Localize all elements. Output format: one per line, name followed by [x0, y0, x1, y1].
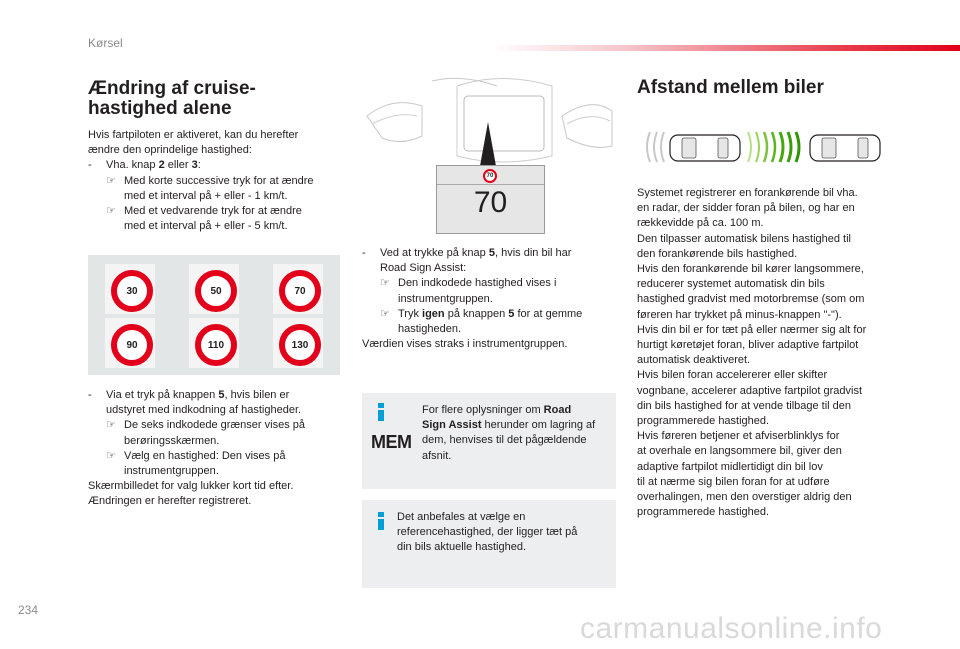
shown-line2: instrumentgruppen. [398, 292, 493, 305]
speed-sign-90: 90 [111, 324, 153, 366]
right-line: reducerer systemet automatisk din bils [637, 278, 825, 291]
intro-line2: ændre den oprindelige hastighed: [88, 144, 252, 157]
right-line: hastighed gradvist med motorbremse (som om [637, 293, 865, 306]
pointing-hand-icon: ☞ [106, 174, 116, 187]
choose-line2: instrumentgruppen. [124, 465, 219, 478]
left-title-line2: hastighed alene [88, 98, 232, 119]
value-line: Værdien vises straks i instrumentgruppen. [362, 338, 568, 351]
right-line: hurtigt køretøjet foran, bliver adaptive fartpilot [637, 339, 859, 352]
right-line: at overhale en langsommere bil, giver den [637, 445, 842, 458]
right-line: overhalingen, men den overstiger aldrig den [637, 491, 852, 504]
page-number: 234 [18, 603, 39, 617]
mem-info-text: For flere oplysninger om Road Sign Assist herunder om lagring af dem, henvises til det pågældende afsnit. [422, 404, 596, 462]
middle-press-block [362, 246, 617, 352]
via-line2: udstyret med indkodning af hastigheder. [106, 404, 302, 417]
right-line: rækkevidde på ca. 100 m. [637, 217, 764, 230]
choose-item: ☞ Vælg en hastighed: Den vises på [88, 449, 348, 464]
header-accent-bar [490, 45, 960, 51]
right-line: Hvis bilen foran accelererer eller skifter [637, 369, 828, 382]
footer-watermark: carmanualsonline.info [580, 612, 883, 645]
pointing-hand-icon: ☞ [106, 449, 116, 462]
right-body [637, 186, 907, 520]
mem-label: MEM [371, 432, 412, 452]
speed-signs-panel [88, 255, 340, 375]
speed-sign-130: 130 [279, 324, 321, 366]
mem-info-box [362, 393, 616, 489]
left-title [88, 79, 338, 119]
shown-item: ☞ Den indkodede hastighed vises i [362, 276, 617, 291]
again-line2: hastigheden. [398, 323, 461, 336]
right-line: programmerede hastighed. [637, 506, 770, 519]
right-line: automatisk deaktiveret. [637, 354, 751, 367]
press-line: - Ved at trykke på knap 5, hvis din bil har [362, 247, 572, 259]
again-item: ☞ Tryk igen på knappen 5 for at gemme [362, 307, 617, 322]
tip-info-box [362, 500, 616, 588]
speed-sign-70: 70 [279, 270, 321, 312]
right-line: programmerede hastighed. [637, 415, 770, 428]
limits-item: ☞ De seks indkodede grænser vises på [88, 418, 348, 433]
right-line: en radar, der sidder foran på bilen, og har en [637, 202, 855, 215]
display-speed-sign: 70 [483, 169, 497, 183]
speed-sign-110: 110 [195, 324, 237, 366]
right-title: Afstand mellem biler [637, 77, 824, 98]
close-line: Skærmbilledet for valg lukker kort tid efter. [88, 480, 294, 493]
pointing-hand-icon: ☞ [106, 205, 116, 218]
left-intro-block [88, 128, 348, 234]
vha-line: - Vha. knap 2 eller 3: [88, 159, 201, 172]
car-distance-illustration [640, 126, 890, 168]
right-line: Systemet registrerer en forankørende bil vha. [637, 187, 858, 199]
info-icon [374, 403, 388, 421]
right-line: Hvis din bil er for tæt på eller nærmer sig alt for [637, 323, 867, 336]
press-line2: Road Sign Assist: [380, 262, 467, 275]
tip-info-text: Det anbefales at vælge en referencehastighed, der ligger tæt på din bils aktuelle hastighed. [397, 511, 578, 554]
display-speed-value: 70 [473, 186, 508, 219]
right-line: føreren har trykket på minus-knappen "-"). [637, 308, 842, 321]
long-press-item: ☞ Med et vedvarende tryk for at ændre [88, 204, 348, 219]
right-line: den forankørende bils hastighed. [637, 247, 798, 260]
left-via-block [88, 388, 348, 510]
pointing-hand-icon: ☞ [380, 277, 390, 290]
right-line: til at nærme sig bilen foran for at udføre [637, 475, 830, 488]
info-icon [374, 512, 388, 530]
pointing-hand-icon: ☞ [106, 419, 116, 432]
right-line: Den tilpasser automatisk bilens hastighed til [637, 232, 852, 245]
pointing-hand-icon: ☞ [380, 307, 390, 320]
speed-sign-30: 30 [111, 270, 153, 312]
right-line: Hvis føreren betjener et afviserblinklys for [637, 430, 840, 443]
saved-line: Ændringen er herefter registreret. [88, 495, 252, 508]
short-press-item: ☞ Med korte successive tryk for at ændre [88, 174, 348, 189]
instrument-display [436, 165, 545, 234]
right-line: Hvis den forankørende bil kører langsommere, [637, 263, 864, 276]
right-line: adaptive fartpilot midlertidigt din bil lov [637, 460, 823, 473]
via-line: - Via et tryk på knappen 5, hvis bilen er [88, 389, 290, 401]
short-press-line2: med et interval på + eller - 1 km/t. [124, 189, 288, 202]
left-title-line1: Ændring af cruise- [88, 78, 256, 99]
right-line: vognbane, accelerer adaptive fartpilot gradvist [637, 384, 863, 397]
right-line: din bils hastighed for at vende tilbage til den [637, 399, 852, 412]
section-label: Kørsel [88, 36, 123, 50]
limits-line2: berøringsskærmen. [124, 434, 220, 447]
intro-line1: Hvis fartpiloten er aktiveret, kan du herefter [88, 129, 299, 141]
long-press-line2: med et interval på + eller - 5 km/t. [124, 220, 288, 233]
speed-sign-50: 50 [195, 270, 237, 312]
